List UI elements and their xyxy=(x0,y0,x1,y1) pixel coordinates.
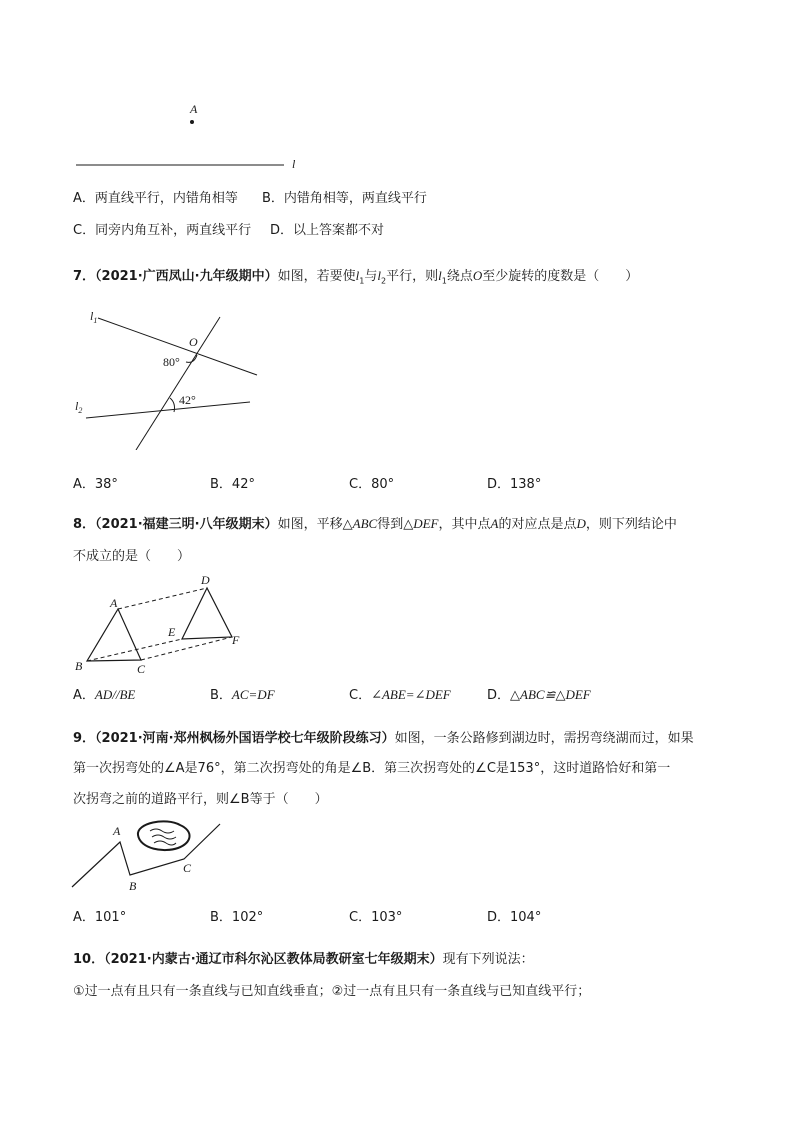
q8-triangle-def xyxy=(182,588,232,639)
q7-stem-part1: 如图，若要使 xyxy=(277,269,356,284)
q6-option-a[interactable]: A．两直线平行，内错角相等 xyxy=(73,191,238,206)
q10-stem-text: 现有下列说法： xyxy=(442,952,534,967)
q7-stem-point-o: O xyxy=(472,268,483,283)
q7-stem-l1b: l xyxy=(438,268,442,283)
q9-option-c[interactable]: C．103° xyxy=(349,910,403,925)
q8-stem-line2: 不成立的是（ ） xyxy=(73,549,191,564)
q7-label-l2-letter: l xyxy=(75,399,79,413)
q7-option-b[interactable]: B．42° xyxy=(210,477,255,492)
q7-option-d[interactable]: D．138° xyxy=(487,477,542,492)
q9-source: （2021·河南·郑州枫杨外国语学校七年级阶段练习） xyxy=(95,731,395,746)
q8-option-b-value: AC=DF xyxy=(231,687,275,702)
q9-lake-wave-3 xyxy=(154,841,176,845)
q7-stem xyxy=(73,262,638,295)
q9-lake-outline xyxy=(138,821,190,850)
q9-label-b: B xyxy=(129,879,137,893)
q8-stem-1b: 得到 xyxy=(377,517,404,532)
q8-option-d-value: △ABC≌△DEF xyxy=(510,687,591,702)
q10-line2: ①过一点有且只有一条直线与已知直线垂直；②过一点有且只有一条直线与已知直线平行； xyxy=(73,984,591,999)
q9-stem-1: 如图，一条公路修到湖边时，需拐弯绕湖而过，如果 xyxy=(394,731,694,746)
q7-label-l2 xyxy=(75,399,82,415)
q8-option-c-prefix: C． xyxy=(349,688,372,703)
q8-point-a: A xyxy=(490,516,499,531)
q7-figure xyxy=(70,300,270,450)
q8-option-b-prefix: B． xyxy=(210,688,232,703)
q7-stem-part5: 至少旋转的度数是（ ） xyxy=(482,269,639,284)
q6-point-a xyxy=(190,120,194,124)
q7-option-a[interactable]: A．38° xyxy=(73,477,118,492)
q6-figure xyxy=(60,96,320,176)
q8-label-a: A xyxy=(110,596,118,610)
q7-label-o: O xyxy=(189,335,198,349)
q8-option-c-value: ∠ABE=∠DEF xyxy=(371,687,451,702)
q9-label-a: A xyxy=(113,824,121,838)
q8-option-a[interactable] xyxy=(73,684,135,703)
q7-stem-l1-sub: 1 xyxy=(359,276,365,286)
q9-road xyxy=(72,824,220,887)
q8-option-a-prefix: A． xyxy=(73,688,95,703)
q9-figure xyxy=(68,815,228,895)
q7-transversal xyxy=(136,317,220,450)
q8-option-a-value: AD//BE xyxy=(94,687,136,702)
q8-stem-1d: 的对应点是点 xyxy=(498,517,577,532)
q9-label-c: C xyxy=(183,861,192,875)
q7-stem-part2: 与 xyxy=(364,269,378,284)
q8-dash-cf xyxy=(141,637,232,660)
q8-number: 8． xyxy=(73,517,96,532)
q9-option-d[interactable]: D．104° xyxy=(487,910,542,925)
q7-label-42: 42° xyxy=(179,393,196,407)
q9-lake-wave-2 xyxy=(152,835,176,839)
q9-option-b[interactable]: B．102° xyxy=(210,910,264,925)
q7-stem-l1b-sub: 1 xyxy=(441,276,447,286)
q9-option-a[interactable]: A．101° xyxy=(73,910,127,925)
q9-number: 9． xyxy=(73,731,96,746)
q7-stem-part4: 绕点 xyxy=(446,269,473,284)
q6-option-b[interactable]: B．内错角相等，两直线平行 xyxy=(262,191,427,206)
q7-stem-l2: l xyxy=(377,268,381,283)
q10-source: （2021·内蒙古·通辽市科尔沁区教体局教研室七年级期末） xyxy=(104,952,443,967)
q8-option-d[interactable] xyxy=(487,684,591,703)
q6-option-c[interactable]: C．同旁内角互补，两直线平行 xyxy=(73,223,252,238)
q8-dash-be xyxy=(87,639,182,661)
q8-label-e: E xyxy=(168,625,176,639)
q6-point-a-label: A xyxy=(190,102,198,116)
q10-number: 10． xyxy=(73,952,105,967)
q7-option-c[interactable]: C．80° xyxy=(349,477,395,492)
q8-label-f: F xyxy=(232,633,240,647)
q7-stem-part3: 平行，则 xyxy=(386,269,439,284)
q8-option-d-prefix: D． xyxy=(487,688,511,703)
q8-label-d: D xyxy=(201,573,210,587)
q7-label-l1-sub: 1 xyxy=(93,316,98,325)
q7-stem-l1: l xyxy=(355,268,360,283)
q7-source: （2021·广西凤山·九年级期中） xyxy=(95,269,278,284)
q8-stem-1e: ，则下列结论中 xyxy=(585,517,677,532)
q8-figure xyxy=(70,572,250,677)
q6-line-l-label: l xyxy=(292,157,296,171)
q6-option-d[interactable]: D．以上答案都不对 xyxy=(270,223,385,238)
q8-triangle-abc xyxy=(87,609,141,661)
q8-dash-ad xyxy=(118,588,207,609)
q8-label-b: B xyxy=(75,659,83,673)
q7-line-l2 xyxy=(86,402,250,418)
q7-stem-l2-sub: 2 xyxy=(380,276,387,286)
q9-stem-line2: 第一次拐弯处的∠A是76°，第二次拐弯处的角是∠B．第三次拐弯处的∠C是153°，这时道路恰好和第一 xyxy=(73,761,671,776)
q8-label-c: C xyxy=(137,662,146,676)
q8-stem-1a: 如图，平移 xyxy=(277,517,343,532)
q7-label-l1-letter: l xyxy=(90,309,94,323)
q7-label-l1 xyxy=(90,309,97,325)
q9-lake-wave-1 xyxy=(150,829,174,833)
q8-source: （2021·福建三明·八年级期末） xyxy=(95,517,278,532)
q8-tri-def: △DEF xyxy=(403,516,439,531)
q9-stem-line1 xyxy=(73,725,694,752)
q8-stem-1c: ，其中点 xyxy=(438,517,491,532)
q8-stem-line1 xyxy=(73,510,677,538)
q8-option-c[interactable] xyxy=(349,684,451,703)
q7-number: 7． xyxy=(73,269,96,284)
q8-option-b[interactable] xyxy=(210,684,275,703)
q8-point-d: D xyxy=(576,516,586,531)
q9-stem-line3: 次拐弯之前的道路平行，则∠B等于（ ） xyxy=(73,792,328,807)
q7-label-80: 80° xyxy=(163,355,180,369)
q8-tri-abc: △ABC xyxy=(342,516,378,531)
q7-label-l2-sub: 2 xyxy=(78,406,83,415)
q10-stem xyxy=(73,946,534,973)
